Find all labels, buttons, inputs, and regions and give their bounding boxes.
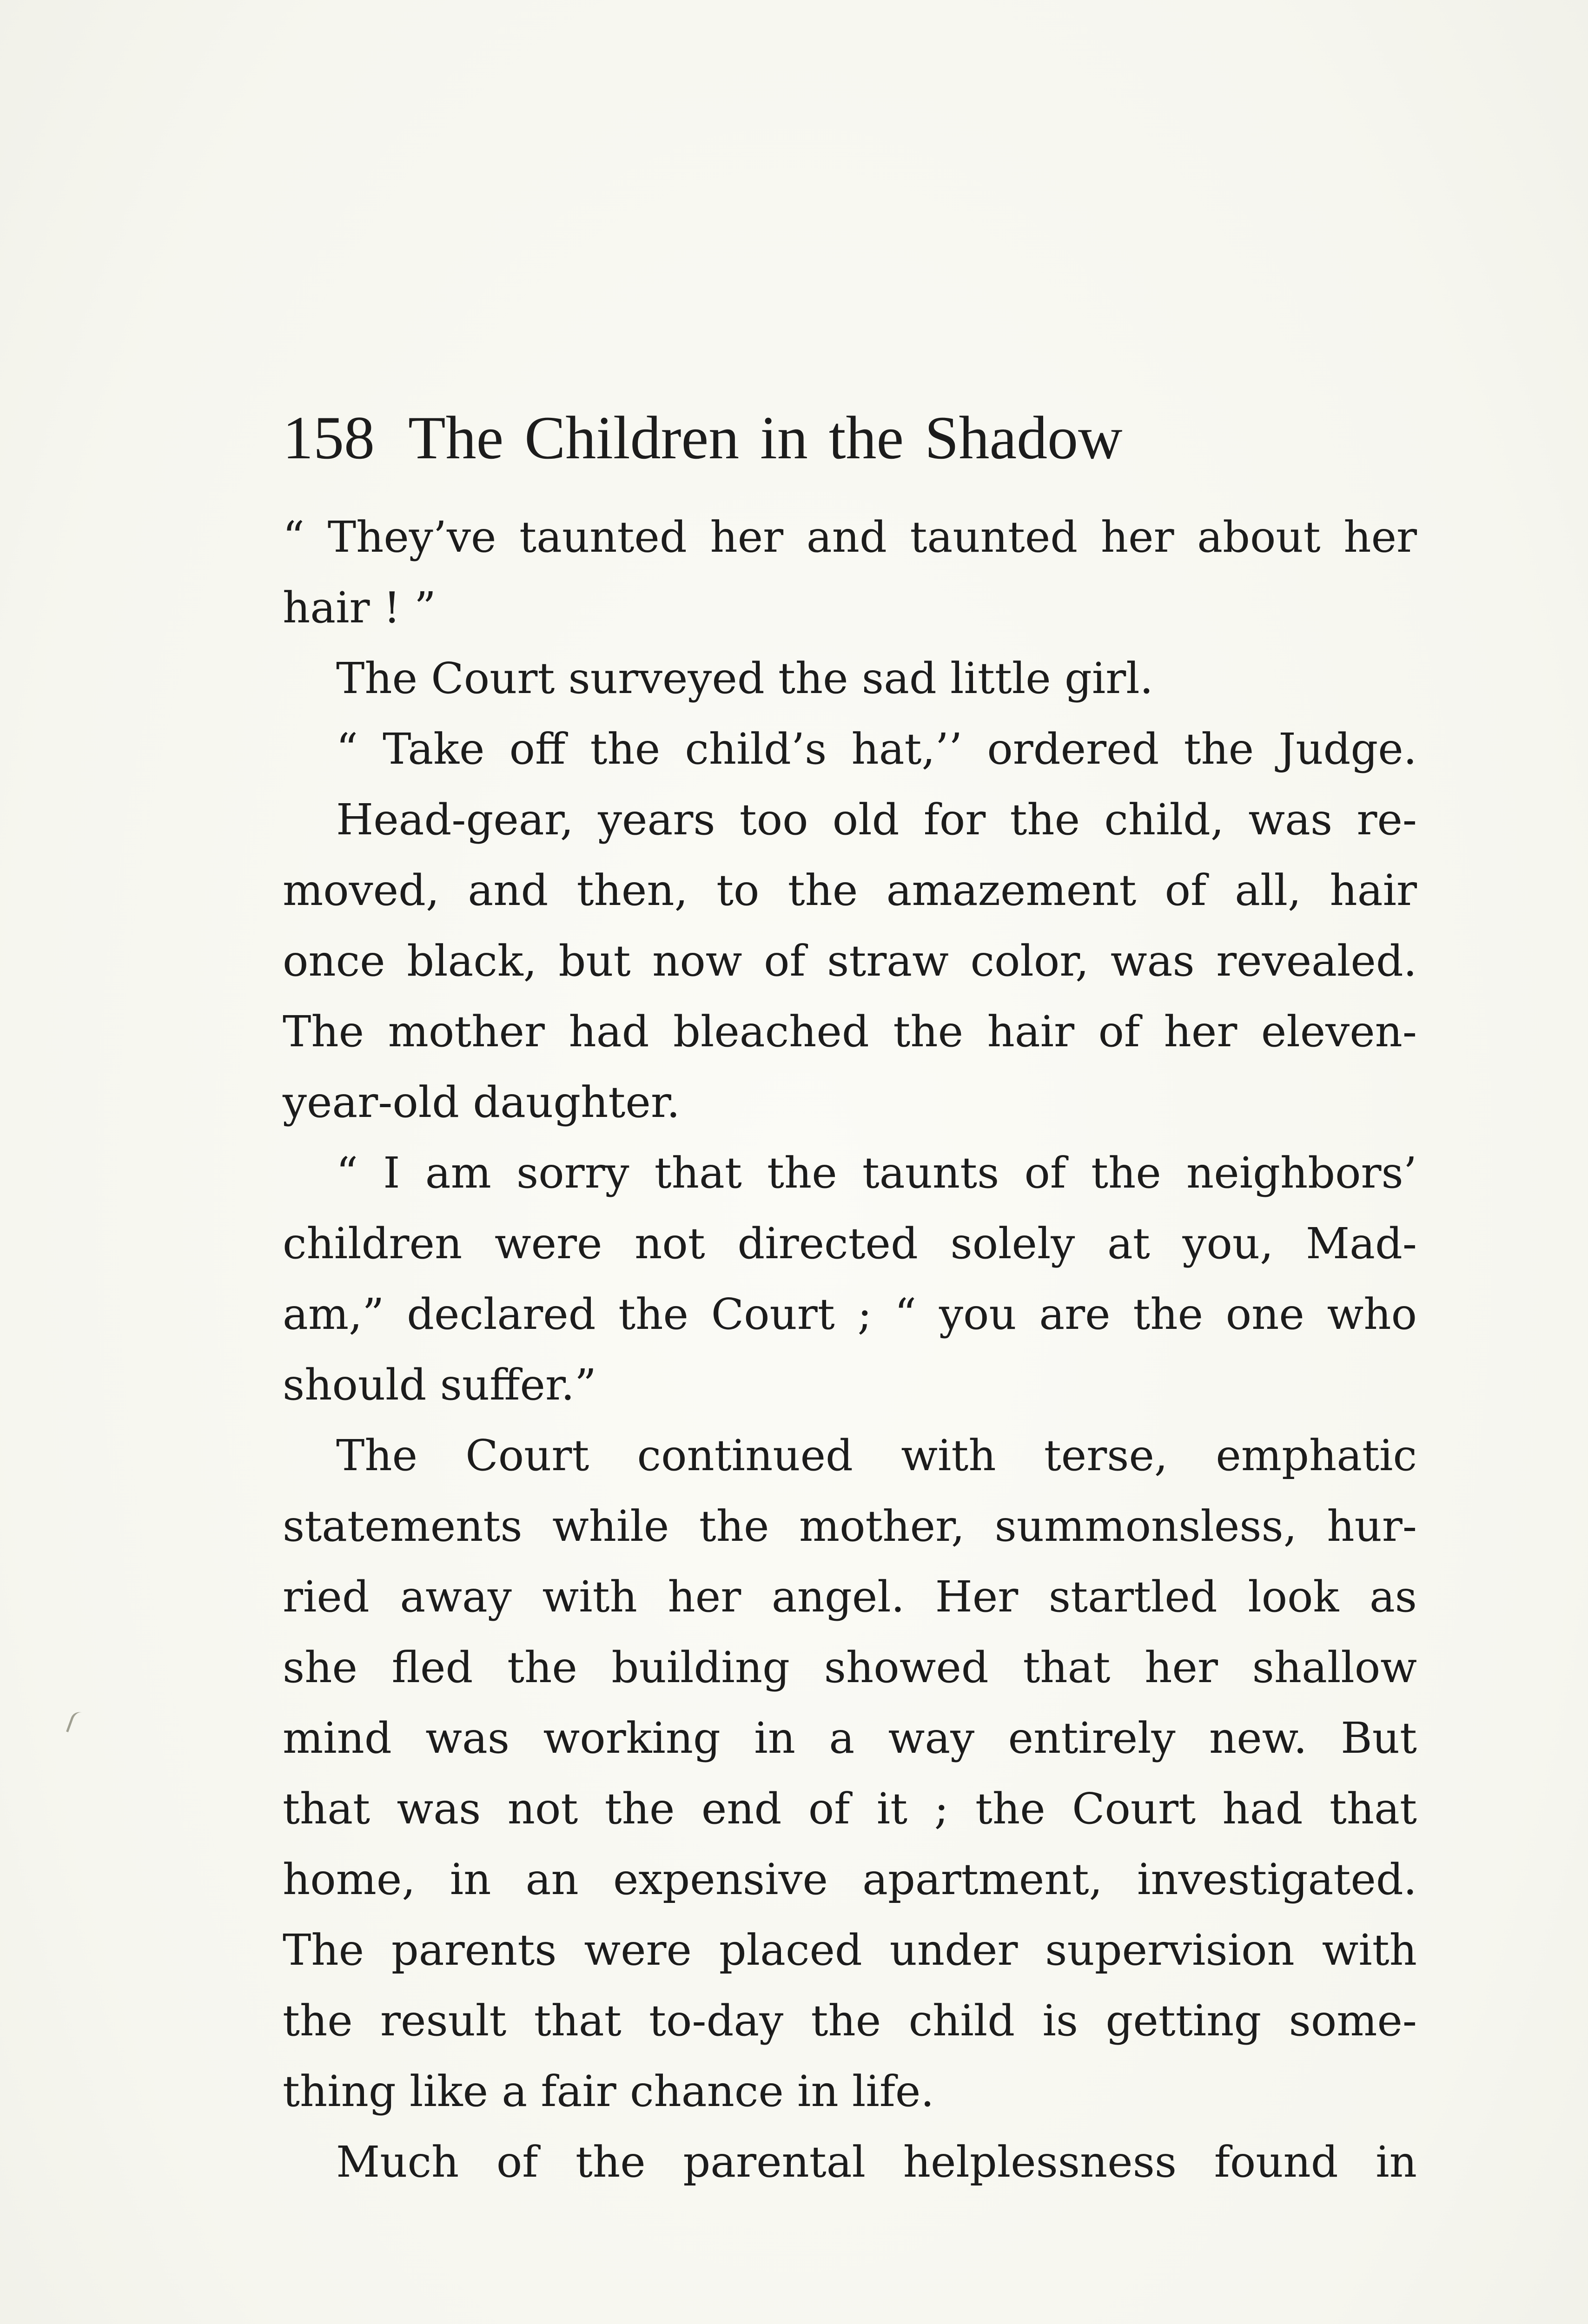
margin-pencil-mark: [66, 1710, 82, 1734]
text-line: Head-gear, years too old for the child, was re-: [336, 795, 1417, 845]
text-line: The mother had bleached the hair of her eleven-: [283, 1007, 1417, 1056]
text-line: children were not directed solely at you, Mad-: [283, 1219, 1417, 1268]
running-title: The Children in the Shadow: [408, 403, 1123, 472]
text-line: home, in an expensive apartment, investigated.: [283, 1855, 1417, 1904]
text-line: mind was working in a way entirely new. But: [283, 1713, 1417, 1763]
text-line: The Court surveyed the sad little girl.: [336, 654, 1153, 703]
text-line: “ I am sorry that the taunts of the neighbors’: [336, 1148, 1417, 1198]
text-line: statements while the mother, summonsless, hur-: [283, 1501, 1417, 1551]
text-line: “ They’ve taunted her and taunted her about her: [283, 512, 1417, 562]
text-line: thing like a fair chance in life.: [283, 2067, 934, 2116]
text-line: “ Take off the child’s hat,’’ ordered the Judge.: [336, 724, 1417, 774]
page-header: [283, 401, 1122, 475]
text-line: should suffer.”: [283, 1360, 597, 1410]
text-line: hair ! ”: [283, 583, 436, 633]
text-line: year-old daughter.: [283, 1077, 680, 1127]
text-line: The Court continued with terse, emphatic: [336, 1431, 1417, 1480]
text-line: moved, and then, to the amazement of all, hair: [283, 865, 1417, 915]
text-line: once black, but now of straw color, was revealed.: [283, 936, 1417, 986]
text-line: she fled the building showed that her shallow: [283, 1643, 1417, 1692]
text-line: that was not the end of it ; the Court had that: [283, 1784, 1417, 1834]
text-line: ried away with her angel. Her startled look as: [283, 1572, 1417, 1622]
text-line: Much of the parental helplessness found in: [336, 2137, 1417, 2187]
page-number: 158: [283, 403, 375, 472]
text-line: The parents were placed under supervision with: [283, 1925, 1417, 1975]
text-line: am,” declared the Court ; “ you are the one who: [283, 1289, 1417, 1339]
text-line: the result that to-day the child is getting some-: [283, 1996, 1417, 2046]
